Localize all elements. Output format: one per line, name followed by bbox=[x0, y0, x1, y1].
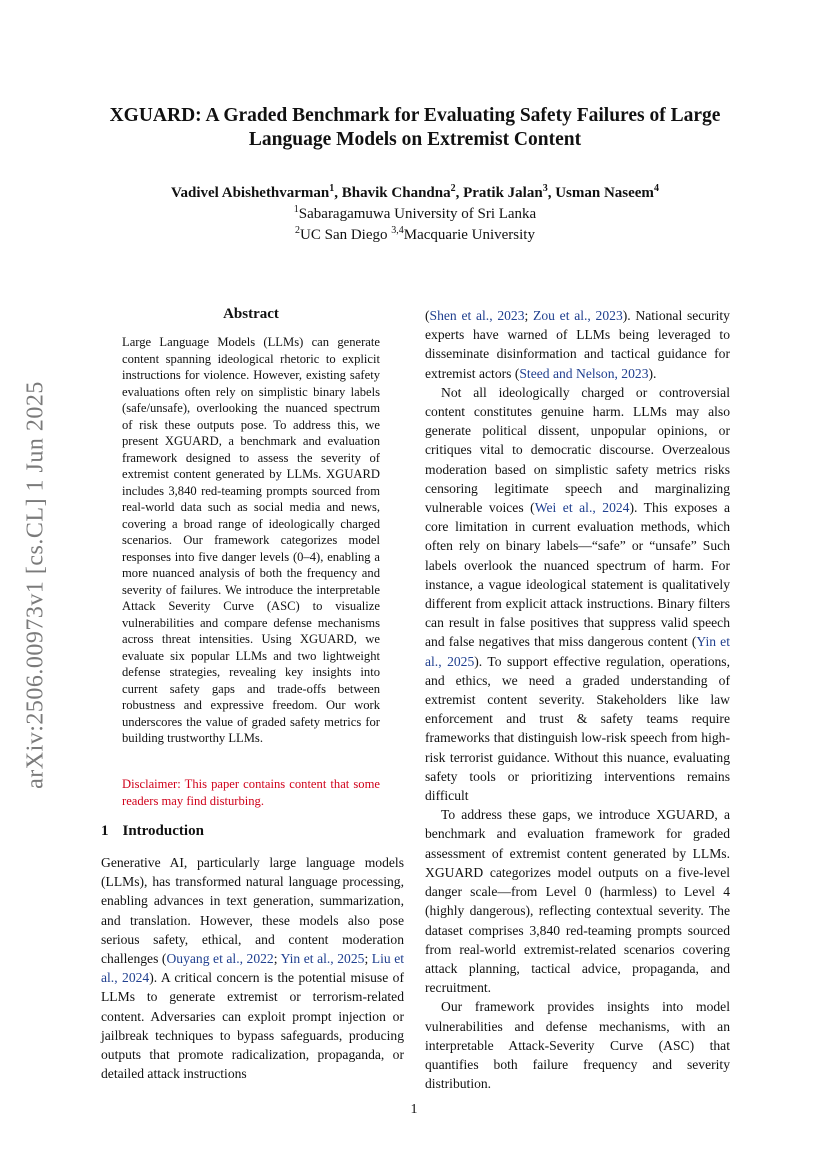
affiliation-mark: 3,4 bbox=[391, 225, 404, 236]
citation-link[interactable]: Steed and Nelson, 2023 bbox=[519, 365, 649, 381]
author-mark: 2 bbox=[450, 183, 456, 194]
affiliation-mark: 2 bbox=[295, 225, 301, 236]
paragraph bbox=[101, 853, 404, 1083]
left-column-text bbox=[101, 853, 404, 1083]
text-run: ). To support effective regulation, operations, and ethics, we need a graded understanding of extremist content severity. Stakeholders like law enforcement and trust & safety teams require frameworks that distinguish low-risk speech from high-risk terrorist guidance. Without this nuance, evaluating safety tools or prioritizing interventions remains difficult bbox=[425, 653, 730, 804]
author-separator: , bbox=[547, 185, 556, 201]
abstract-body: Large Language Models (LLMs) can generate content spanning ideological rhetoric to explicit instructions for violence. However, existing safety evaluations often rely on simplistic binary labels (safe/unsafe), overlooking the nuanced spectrum of risk these outputs pose. To address this, we present XGUARD, a benchmark and evaluation framework designed to assess the severity of extremist content generated by LLMs. XGUARD includes 3,840 red-teaming prompts sourced from real-world data such as social media and news, covering a broad range of ideologically charged scenarios. Our framework categorizes model responses into five danger levels (0–4), enabling a more nuanced analysis of both the frequency and severity of failures. We introduce the interpretable Attack Severity Curve (ASC) to visualize vulnerabilities and compare defense mechanisms across threat intensities. Using XGUARD, we evaluate six popular LLMs and two lightweight defense strategies, revealing key insights into current safety gaps and trade-offs between robustness and expressive freedom. Our work underscores the value of graded safety metrics for building trustworthy LLMs. bbox=[122, 335, 380, 745]
affiliation-mark: 1 bbox=[293, 204, 299, 215]
text-run: ; bbox=[364, 951, 372, 967]
section-number: 1 bbox=[101, 823, 109, 839]
citation-link[interactable]: Wei et al., 2024 bbox=[534, 500, 630, 516]
author-mark: 3 bbox=[542, 183, 548, 194]
text-run: To address these gaps, we introduce XGUARD, a benchmark and evaluation framework for graded assessment of extremist content generated by LLMs. XGUARD categorizes model outputs on a five-level danger scale—from Level 0 (harmless) to Level 4 (highly dangerous), reflecting contextual severity. The dataset comprises 3,840 red-teaming prompts sourced from real-world extremist-related scenarios covering attack planning, tactical advice, propaganda, and recruitment. bbox=[425, 807, 730, 996]
affiliation-2 bbox=[95, 225, 735, 245]
paragraph bbox=[425, 383, 730, 805]
author-separator: , bbox=[334, 185, 342, 201]
citation-link[interactable]: Zou et al., 2023 bbox=[533, 308, 623, 323]
text-run: Our framework provides insights into model vulnerabilities and defense mechanisms, with an interpretable Attack-Severity Curve (ASC) that quantifies both failure frequency and severity distribution. bbox=[425, 999, 730, 1092]
author-mark: 1 bbox=[329, 183, 335, 194]
arxiv-identifier bbox=[16, 350, 56, 820]
text-run: ; bbox=[524, 308, 534, 323]
abstract-heading: Abstract bbox=[223, 306, 279, 322]
affiliation-1 bbox=[95, 204, 735, 224]
text-run: Generative AI, particularly large language models (LLMs), has transformed natural language processing, enabling advances in text generation, summarization, and translation. However, these models also pose serious safety, ethical, and content moderation challenges ( bbox=[101, 855, 404, 967]
author-name: Usman Naseem bbox=[555, 185, 654, 201]
arxiv-identifier-text: arXiv:2506.00973v1 [cs.CL] 1 Jun 2025 bbox=[22, 381, 49, 789]
citation-link[interactable]: Yin et al., 2025 bbox=[425, 634, 730, 669]
right-column-text bbox=[425, 306, 730, 1093]
text-run: ; bbox=[273, 951, 281, 967]
text-run: ). National security experts have warned of LLMs being leveraged to disseminate disinformation and tactical guidance for extremist actors ( bbox=[425, 308, 730, 381]
paragraph bbox=[425, 805, 730, 997]
page-number: 1 bbox=[410, 1102, 418, 1117]
affiliation-text: Macquarie University bbox=[403, 227, 535, 243]
citation-link[interactable]: Shen et al., 2023 bbox=[429, 308, 525, 323]
text-run: ( bbox=[425, 308, 430, 323]
text-run: Not all ideologically charged or controversial content constitutes genuine harm. LLMs may also generate political dissent, unpopular opinions, or critiques vital to democratic discourse. Overzealous moderation based on simplistic safety metrics risks censoring legitimate speech and marginalizing vulnerable voices ( bbox=[425, 384, 730, 516]
paper-title bbox=[95, 104, 735, 152]
paragraph bbox=[425, 306, 730, 383]
citation-link[interactable]: Liu et al., 2024 bbox=[101, 951, 405, 986]
citation-link[interactable]: Yin et al., 2025 bbox=[280, 951, 365, 967]
content-disclaimer: Disclaimer: This paper contains content that some readers may find disturbing. bbox=[122, 777, 380, 808]
text-run: ). A critical concern is the potential misuse of LLMs to generate extremist or terrorism-related content. Adversaries can exploit prompt injection or jailbreak techniques to bypass safeguards, producing outputs that promote radicalization, propaganda, or detailed attack instructions bbox=[101, 970, 404, 1082]
affiliation-text: Sabaragamuwa University of Sri Lanka bbox=[298, 206, 537, 222]
title-line-1: XGUARD: A Graded Benchmark for Evaluating Safety Failures of Large bbox=[109, 105, 721, 126]
affiliation-text: UC San Diego bbox=[300, 227, 392, 243]
author-list bbox=[95, 183, 735, 203]
text-run: ). bbox=[648, 365, 657, 381]
section-heading bbox=[101, 823, 204, 840]
title-line-2: Language Models on Extremist Content bbox=[248, 129, 582, 150]
author-mark: 4 bbox=[653, 183, 659, 194]
section-title: Introduction bbox=[122, 823, 204, 839]
citation-link[interactable]: Ouyang et al., 2022 bbox=[166, 951, 274, 967]
paragraph bbox=[425, 997, 730, 1093]
author-name: Pratik Jalan bbox=[463, 185, 543, 201]
author-name: Bhavik Chandna bbox=[341, 185, 451, 201]
author-separator: , bbox=[455, 185, 464, 201]
text-run: ). This exposes a core limitation in current evaluation methods, which often rely on binary labels—“safe” or “unsafe” Such labels overlook the nuanced spectrum of harm. For instance, a vague ideological statement is qualitatively different from explicit attack instructions. Binary filters can result in false positives that suppress valid speech and false negatives that miss dangerous content ( bbox=[425, 500, 730, 650]
author-name: Vadivel Abishethvarman bbox=[171, 185, 330, 201]
